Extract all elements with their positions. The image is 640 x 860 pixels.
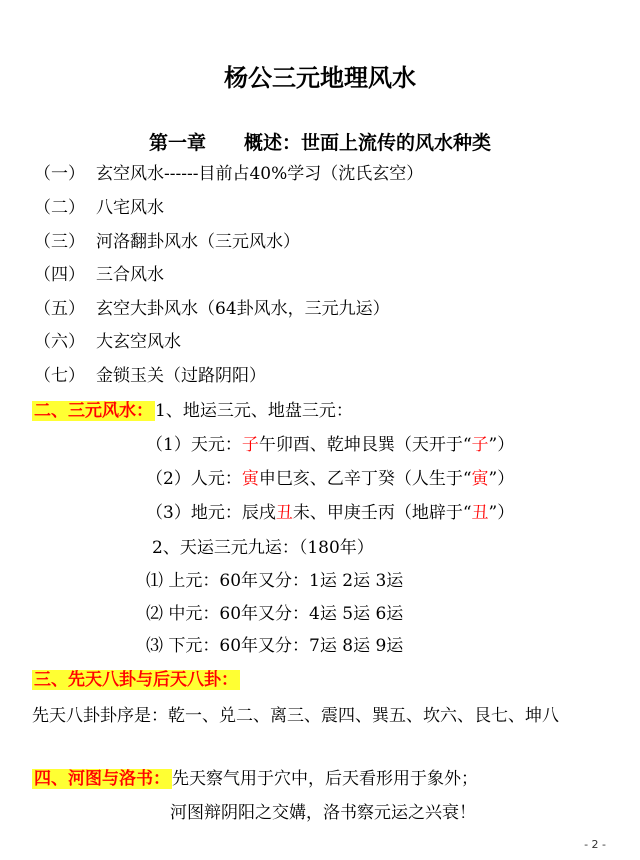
section-2-heading: 二、三元风水：	[34, 401, 153, 421]
section-2-line	[32, 398, 353, 424]
section-3-text: 先天八卦卦序是：乾一、兑二、离三、震四、巽五、坎六、艮七、坤八	[32, 706, 559, 726]
yuan-line-di: （3）地元：辰戌丑未、甲庚壬丙（地辟于“丑”）	[146, 503, 515, 523]
yun-line: ⑵ 中元：60年又分：4运 5运 6运	[146, 604, 404, 624]
section-2-intro: 1、地运三元、地盘三元：	[155, 401, 353, 421]
list-item: （五） 玄空大卦风水（64卦风水，三元九运）	[34, 299, 390, 319]
section-4-line	[32, 766, 478, 792]
tianyun-line: 2、天运三元九运：（180年）	[152, 538, 374, 558]
section-4-text-2: 河图辩阴阳之交媾，洛书察元运之兴衰！	[170, 803, 476, 823]
document-title: 杨公三元地理风水	[224, 64, 416, 92]
section-4-heading: 四、河图与洛书：	[34, 769, 170, 789]
list-item: （六） 大玄空风水	[34, 332, 181, 352]
yun-line: ⑴ 上元：60年又分：1运 2运 3运	[146, 571, 404, 591]
yuan-line-tian: （1）天元：子午卯酉、乾坤艮巽（天开于“子”）	[146, 435, 515, 455]
section-3-line	[32, 667, 240, 693]
list-item: （三） 河洛翻卦风水（三元风水）	[34, 232, 300, 252]
list-item: （七） 金锁玉关（过路阴阳）	[34, 366, 266, 386]
chapter-heading: 第一章 概述：世面上流传的风水种类	[148, 132, 491, 154]
yun-line: ⑶ 下元：60年又分：7运 8运 9运	[146, 636, 404, 656]
section-4-text: 先天察气用于穴中，后天看形用于象外；	[172, 769, 478, 789]
page-number: - 2 -	[584, 838, 606, 851]
list-item: （一） 玄空风水------目前占40%学习（沈氏玄空）	[34, 164, 424, 184]
yuan-line-ren: （2）人元：寅申巳亥、乙辛丁癸（人生于“寅”）	[146, 469, 515, 489]
list-item: （四） 三合风水	[34, 265, 164, 285]
list-item: （二） 八宅风水	[34, 198, 164, 218]
section-3-heading: 三、先天八卦与后天八卦：	[34, 670, 238, 690]
